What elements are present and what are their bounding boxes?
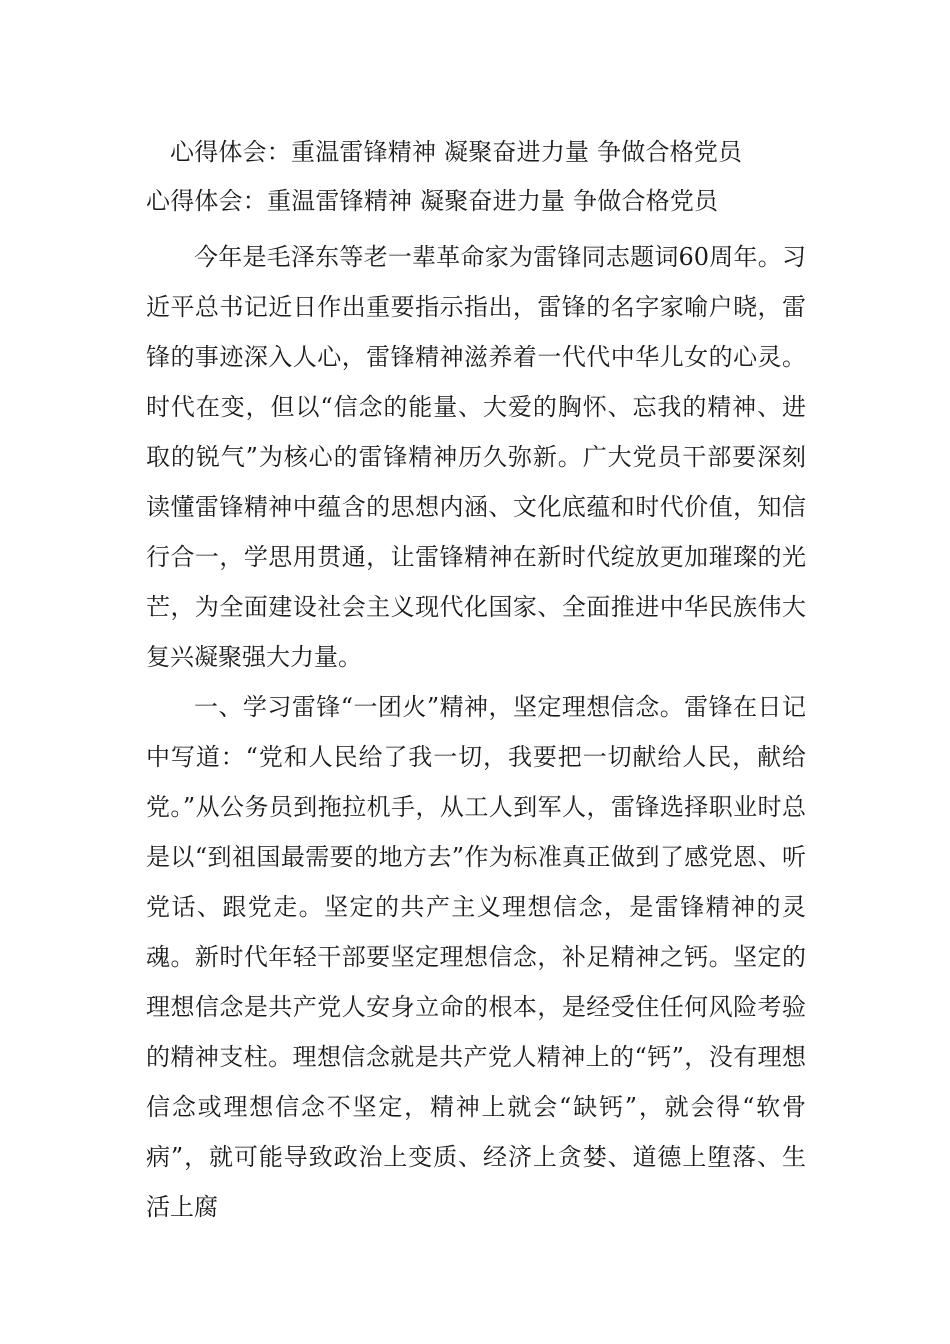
paragraph-intro: 今年是毛泽东等老一辈革命家为雷锋同志题词60周年。习近平总书记近日作出重要指示指出，雷锋的名字家喻户晓，雷锋的事迹深入人心，雷锋精神滋养着一代代中华儿女的心灵。时代在变，但以“信念的能量、大爱的胸怀、忘我的精神、进取的锐气”为核心的雷锋精神历久弥新。广大党员干部要深刻读懂雷锋精神中蕴含的思想内涵、文化底蕴和时代价值，知信行合一，学思用贯通，让雷锋精神在新时代绽放更加璀璨的光芒，为全面建设社会主义现代化国家、全面推进中华民族伟大复兴凝聚强大力量。 <box>146 243 806 671</box>
document-title: 心得体会：重温雷锋精神 凝聚奋进力量 争做合格党员 <box>170 138 743 166</box>
document-title-repeat: 心得体会：重温雷锋精神 凝聚奋进力量 争做合格党员 <box>146 187 719 215</box>
paragraph-section-one: 一、学习雷锋“一团火”精神，坚定理想信念。雷锋在日记中写道：“党和人民给了我一切，我要把一切献给人民，献给党。”从公务员到拖拉机手，从工人到军人，雷锋选择职业时总是以“到祖国最需要的地方去”作为标准真正做到了感党恩、听党话、跟党走。坚定的共产主义理想信念，是雷锋精神的灵魂。新时代年轻干部要坚定理想信念，补足精神之钙。坚定的理想信念是共产党人安身立命的根本，是经受住任何风险考验的精神支柱。理想信念就是共产党人精神上的“钙”，没有理想信念或理想信念不坚定，精神上就会“缺钙”，就会得“软骨病”，就可能导致政治上变质、经济上贪婪、道德上堕落、生活上腐 <box>146 693 806 1221</box>
document-body <box>146 232 806 1232</box>
